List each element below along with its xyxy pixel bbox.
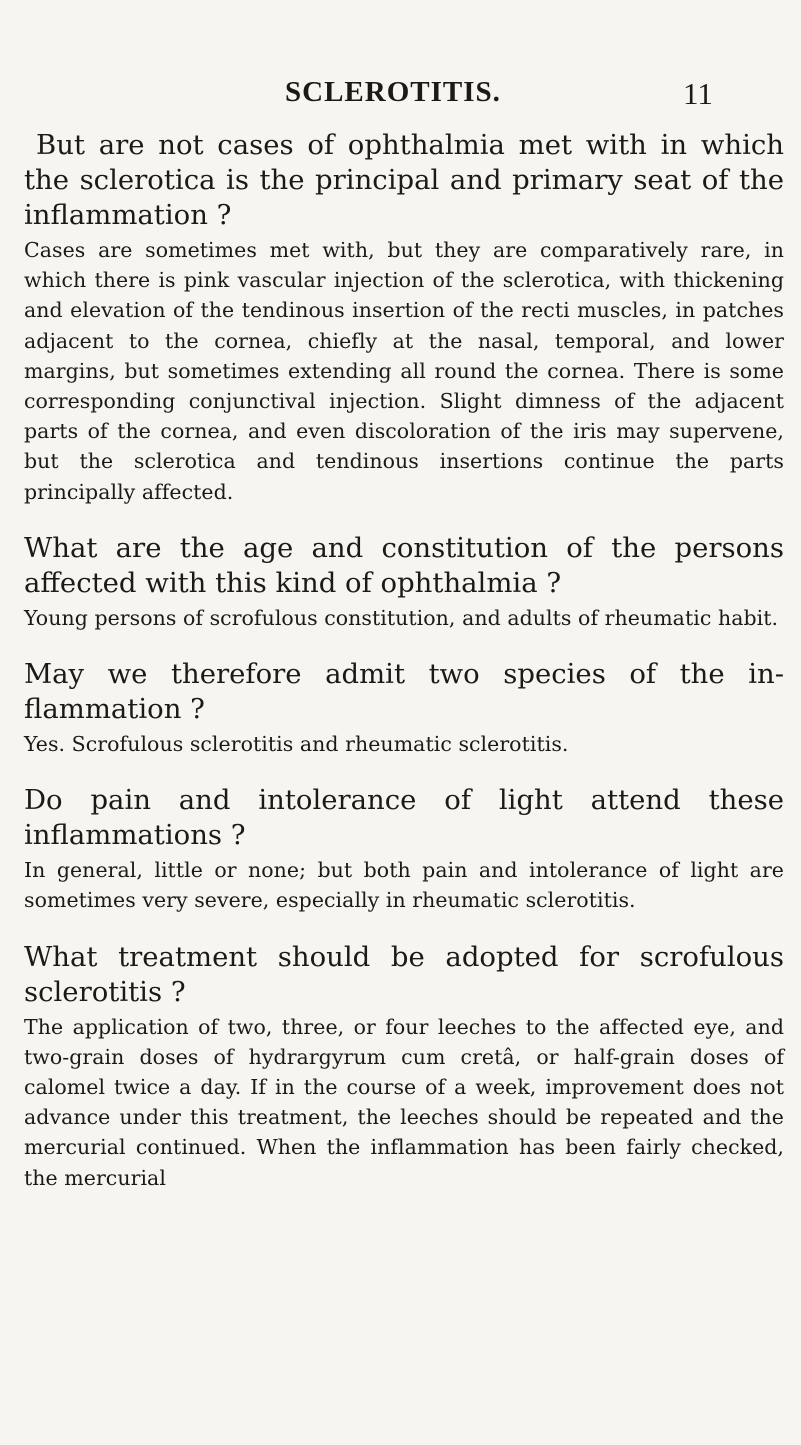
page-body xyxy=(24,128,784,1217)
qa-block xyxy=(24,128,784,507)
question-text: May we therefore admit two species of the inflammation ? xyxy=(24,658,784,726)
question-text: Do pain and intolerance of light attend these inflammations ? xyxy=(24,784,784,852)
question-text: But are not cases of ophthalmia met with in which the sclerotica is the principal and primary seat of the inflammation ? xyxy=(24,129,784,231)
question-text: What are the age and constitution of the persons affected with this kind of ophthalmia ? xyxy=(24,531,784,599)
running-title: SCLEROTITIS. xyxy=(285,76,501,108)
answer-text: Young persons of scrofulous constitution, and adults of rheumatic habit. xyxy=(24,605,779,630)
page-number: 11 xyxy=(683,76,713,111)
answer-text: The application of two, three, or four leeches to the affected eye, and two-grain doses of hydrargyrum cum cretâ, or half-grain doses of calomel twice a day. If in the course of a week, improvement does not advance under this treatment, the leeches should be repeated and the mercurial continued. When the inflammation has been fairly checked, the mercurial xyxy=(24,1014,784,1190)
answer-text: Yes. Scrofulous sclerotitis and rheumatic sclerotitis. xyxy=(24,732,569,757)
running-head xyxy=(0,76,801,116)
answer-text: Cases are sometimes met with, but they are comparatively rare, in which there is pink vascular injection of the sclerotica, with thickening and elevation of the tendinous insertion of the recti muscles, in patches adjacent to the cornea, chiefly at the nasal, temporal, and lower margins, but sometimes extending all round the cornea. There is some corresponding conjunctival injection. Slight dimness of the adjacent parts of the cornea, and even discoloration of the iris may supervene, but the sclerotica and tendinous insertions continue the parts principally affected. xyxy=(24,238,784,504)
answer-text: In general, little or none; but both pain and intolerance of light are sometimes very severe, especially in rheumatic sclerotitis. xyxy=(24,858,784,913)
qa-block xyxy=(24,940,784,1193)
qa-block xyxy=(24,657,784,759)
qa-block xyxy=(24,531,784,633)
qa-block xyxy=(24,783,784,915)
question-text: What treatment should be adopted for scrofulous sclerotitis ? xyxy=(24,940,784,1008)
